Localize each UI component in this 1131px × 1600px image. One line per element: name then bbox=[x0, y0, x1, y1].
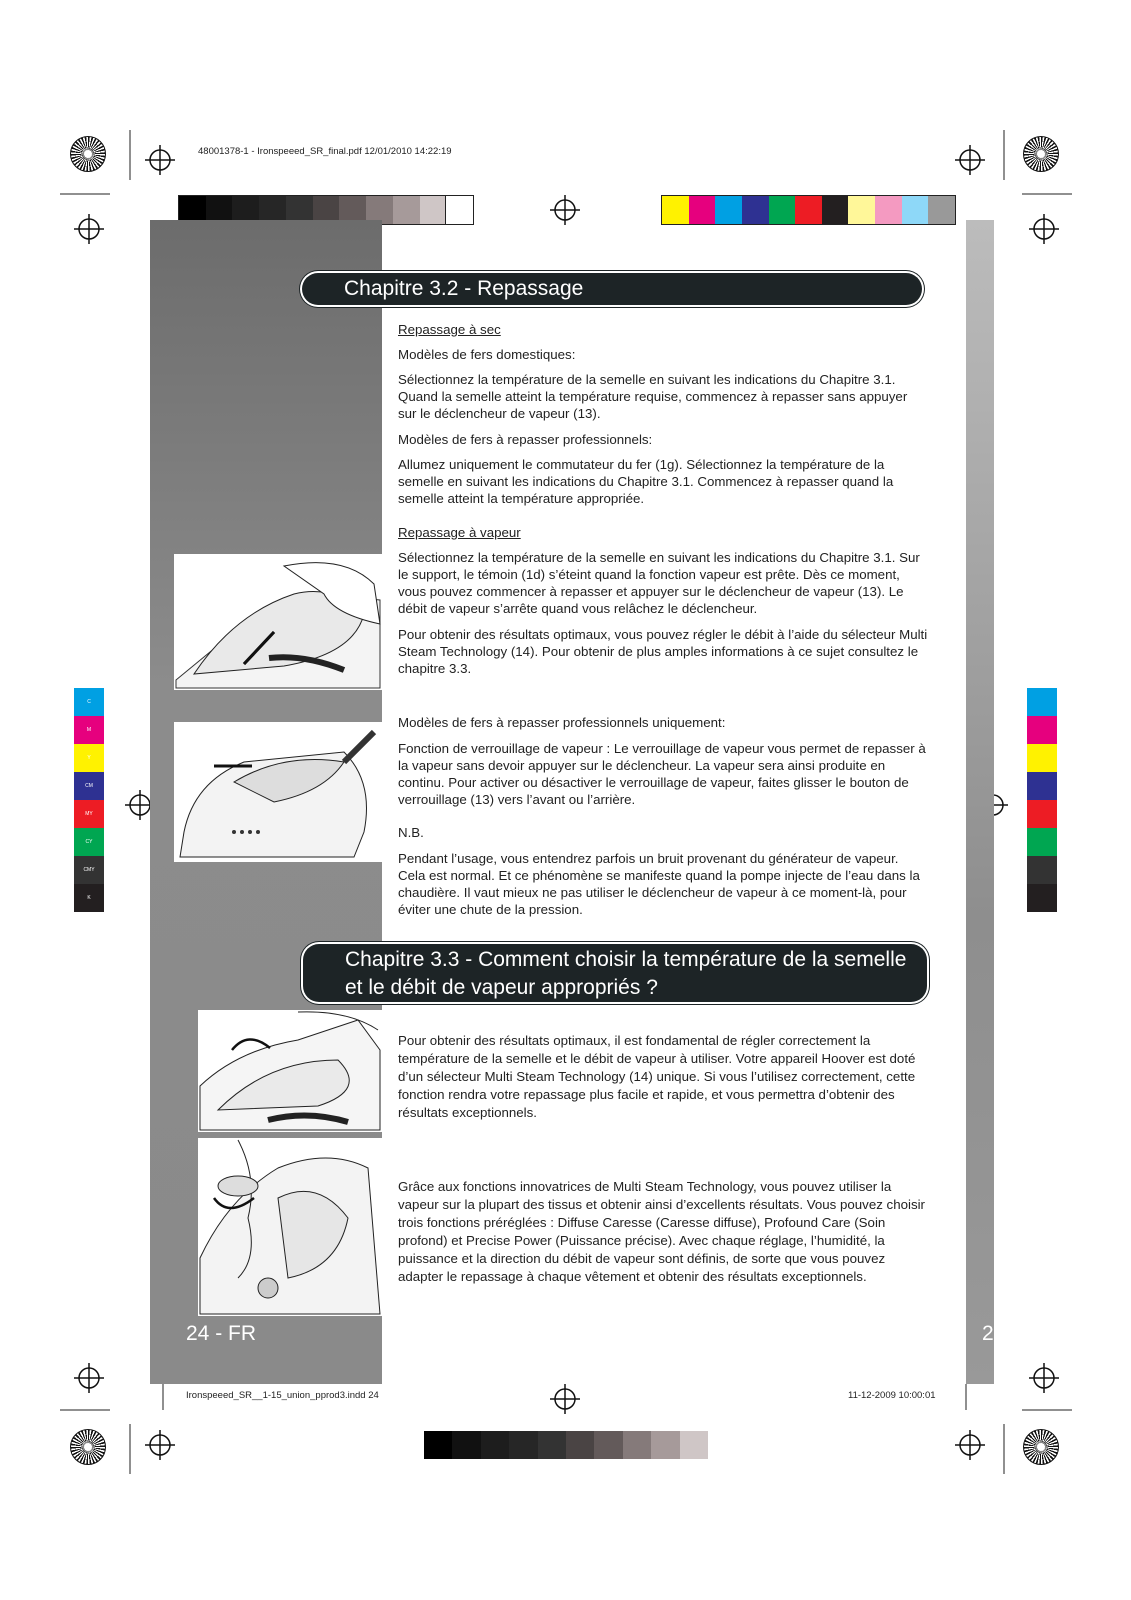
iron-dial-drawing-icon bbox=[198, 1010, 382, 1132]
pro-only-label: Modèles de fers à repasser professionnels uniquement: bbox=[398, 715, 726, 730]
page-number-right: 2 bbox=[982, 1322, 994, 1345]
bottom-gray-swatch bbox=[594, 1431, 622, 1459]
top-color-swatch bbox=[902, 196, 929, 224]
iron-illustration-3 bbox=[198, 1010, 382, 1132]
bottom-gray-swatch bbox=[424, 1431, 452, 1459]
steam-text-2: Pour obtenir des résultats optimaux, vous pouvez régler le débit à l’aide du sélecteur Multi Steam Technology (14). Pour obtenir de plus amples informations à ce sujet consultez le chapitre 3.3. bbox=[398, 627, 928, 676]
steam-lock-text: Fonction de verrouillage de vapeur : Le verrouillage de vapeur vous permet de repasser à la vapeur sans devoir appuyer sur le déclencheur. La vapeur sera ainsi produite en continu. Pour activer ou désactiver le verrouillage de vapeur, faites glisser le bouton de verrouillage (13) vers l’avant ou l’arrière. bbox=[398, 741, 926, 807]
top-color-swatch bbox=[795, 196, 822, 224]
iron-illustration-1 bbox=[174, 554, 382, 690]
dry-pro-text: Allumez uniquement le commutateur du fer (1g). Sélectionnez la température de la semelle en suivant les indications du Chapitre 3.1. Commencez à repasser quand la semelle atteint la température appropriée. bbox=[398, 457, 894, 506]
nb-label: N.B. bbox=[398, 825, 424, 840]
dry-pro-label: Modèles de fers à repasser professionnels: bbox=[398, 432, 653, 447]
iron-hand-drawing-icon bbox=[174, 554, 382, 690]
right-color-swatch bbox=[1027, 856, 1057, 884]
top-gray-swatch bbox=[420, 196, 447, 224]
steam-lock-drawing-icon bbox=[174, 722, 382, 862]
right-color-swatch bbox=[1027, 828, 1057, 856]
dry-heading: Repassage à sec bbox=[398, 322, 501, 337]
print-header: 48001378-1 - Ironspeeed_SR_final.pdf 12/01/2010 14:22:19 bbox=[198, 146, 452, 157]
right-color-swatch bbox=[1027, 716, 1057, 744]
right-color-swatch bbox=[1027, 800, 1057, 828]
dry-domestic-label: Modèles de fers domestiques: bbox=[398, 347, 576, 362]
top-color-swatch bbox=[848, 196, 875, 224]
nb-text: Pendant l’usage, vous entendrez parfois un bruit provenant du générateur de vapeur. Cela est normal. Et ce phénomène se manifeste quand la pompe injecte de l’eau dans la chaudière. Il vaut mieux ne pas utiliser le déclencheur de vapeur à ce moment-là, pour éviter une chute de la pression. bbox=[398, 851, 920, 917]
left-color-swatch: C bbox=[74, 688, 104, 716]
left-color-swatch: CMY bbox=[74, 856, 104, 884]
dry-domestic-text: Sélectionnez la température de la semelle en suivant les indications du Chapitre 3.1. Quand la semelle atteint la température requise, commencez à repasser sans appuyer sur le déclencheur de vapeur (13). bbox=[398, 372, 908, 421]
left-color-strip bbox=[74, 688, 104, 912]
left-color-swatch: M bbox=[74, 716, 104, 744]
right-color-strip bbox=[1027, 688, 1057, 912]
left-color-swatch: MY bbox=[74, 800, 104, 828]
chapter-3-3-para-2: Grâce aux fonctions innovatrices de Multi Steam Technology, vous pouvez utiliser la vapeur sur la plupart des tissus et obtenir ainsi d’excellents résultats. Vous pouvez choisir trois fonctions préréglées : Diffuse Caresse (Caresse diffuse), Profound Care (Soin profond) et Precise Power (Puissance précise). Avec chaque réglage, l’humidité, la puissance et la direction du débit de vapeur sont définis, de sorte que vous pouvez adapter le repassage à chaque vêtement et obtenir des résultats exceptionnels. bbox=[398, 1179, 925, 1284]
top-gray-swatch bbox=[393, 196, 420, 224]
bottom-gray-swatch bbox=[680, 1431, 708, 1459]
steam-heading: Repassage à vapeur bbox=[398, 525, 521, 540]
right-gray-edge bbox=[966, 220, 994, 1384]
chapter-3-3-para-1: Pour obtenir des résultats optimaux, il est fondamental de régler correctement la température de la semelle et le débit de vapeur à utiliser. Votre appareil Hoover est doté d’un sélecteur Multi Steam Technology (14) unique. Si vous l’utilisez correctement, cette fonction rendra votre repassage plus facile et rapide, et vous permettra d’obtenir des résultats exceptionnels. bbox=[398, 1033, 916, 1120]
right-color-swatch bbox=[1027, 772, 1057, 800]
page-number: 24 - FR bbox=[186, 1322, 257, 1345]
iron-selector-drawing-icon bbox=[198, 1138, 382, 1316]
left-color-swatch: CY bbox=[74, 828, 104, 856]
bottom-gray-swatch bbox=[623, 1431, 651, 1459]
top-color-swatch bbox=[689, 196, 716, 224]
top-color-strip bbox=[661, 195, 956, 225]
top-gray-swatch bbox=[446, 196, 473, 224]
steam-text-1: Sélectionnez la température de la semelle en suivant les indications du Chapitre 3.1. Sur le support, le témoin (1d) s’éteint quand la fonction vapeur est prête. Dès ce moment, vous pouvez commencer à repasser et appuyer sur le déclencheur de vapeur (13). Le débit de vapeur s’arrête quand vous relâchez le déclencheur. bbox=[398, 550, 920, 616]
chapter-3-3-title: Chapitre 3.3 - Comment choisir la température de la semelle et le débit de vapeur appropriés ? bbox=[303, 944, 927, 1002]
left-color-swatch: Y bbox=[74, 744, 104, 772]
bottom-gray-swatch bbox=[566, 1431, 594, 1459]
bottom-gray-swatch bbox=[452, 1431, 480, 1459]
print-footer-right: 11-12-2009 10:00:01 bbox=[848, 1390, 936, 1401]
left-color-swatch: K bbox=[74, 884, 104, 912]
bottom-gray-swatch bbox=[509, 1431, 537, 1459]
top-color-swatch bbox=[715, 196, 742, 224]
bottom-gray-swatch bbox=[481, 1431, 509, 1459]
bottom-gray-swatch bbox=[651, 1431, 679, 1459]
print-footer-left: Ironspeeed_SR__1-15_union_pprod3.indd 24 bbox=[186, 1390, 379, 1401]
iron-illustration-4 bbox=[198, 1138, 382, 1316]
top-color-swatch bbox=[822, 196, 849, 224]
bottom-gray-strip bbox=[424, 1431, 708, 1459]
iron-illustration-2 bbox=[174, 722, 382, 862]
top-color-swatch bbox=[928, 196, 955, 224]
top-color-swatch bbox=[742, 196, 769, 224]
bottom-gray-swatch bbox=[538, 1431, 566, 1459]
top-color-swatch bbox=[769, 196, 796, 224]
right-color-swatch bbox=[1027, 744, 1057, 772]
right-color-swatch bbox=[1027, 688, 1057, 716]
top-color-swatch bbox=[662, 196, 689, 224]
chapter-3-2-title: Chapitre 3.2 - Repassage bbox=[302, 273, 922, 305]
left-color-swatch: CM bbox=[74, 772, 104, 800]
top-color-swatch bbox=[875, 196, 902, 224]
right-color-swatch bbox=[1027, 884, 1057, 912]
